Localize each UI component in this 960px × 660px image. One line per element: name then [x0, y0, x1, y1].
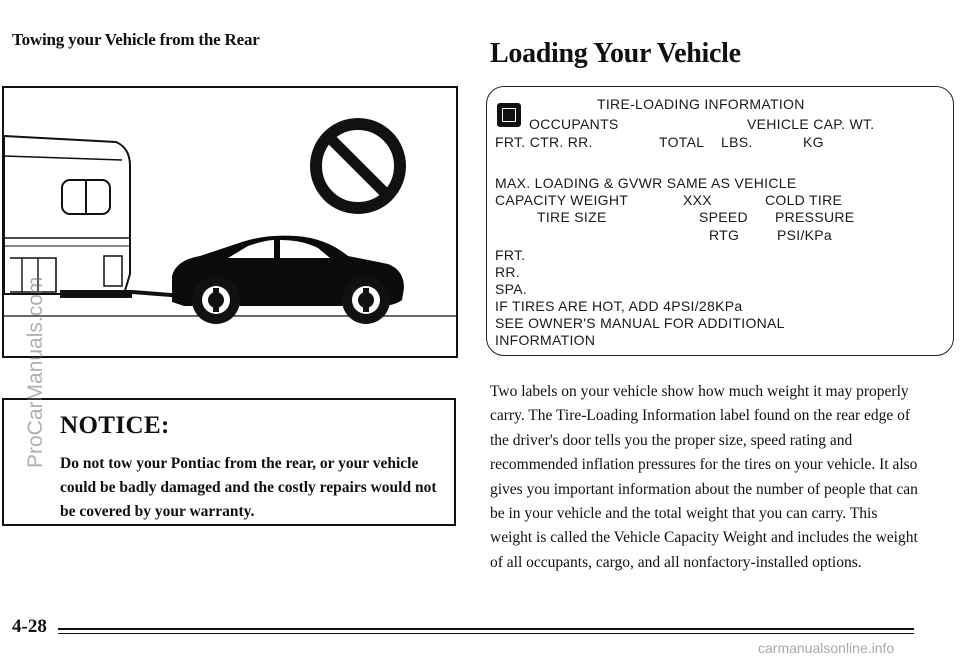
gm-logo-icon — [497, 103, 521, 127]
total-label: TOTAL — [659, 134, 705, 150]
kg-label: KG — [803, 134, 824, 150]
seat-positions-label: FRT. CTR. RR. — [495, 134, 593, 150]
max-loading-text: MAX. LOADING & GVWR SAME AS VEHICLE — [495, 175, 797, 191]
side-watermark: ProCarManuals.com — [24, 276, 47, 468]
loading-paragraph: Two labels on your vehicle show how much weight it may properly carry. The Tire-Loading Information label found on the rear edge of the driver's door tells you the proper size, speed rating and recommended inflation pressures for the tires on your vehicle. It also gives you important information about the number of people that can be in your vehicle and the total weight that you can carry. This weight is called the Vehicle Capacity Weight and includes the weight of all occupants, cargo, and all nonfactory-installed options. — [490, 383, 918, 571]
vehicle-cap-label: VEHICLE CAP. WT. — [747, 116, 875, 132]
tire-size-text: TIRE SIZE — [537, 209, 607, 225]
occupants-label: OCCUPANTS — [529, 116, 619, 132]
motorhome-bumper — [60, 290, 132, 298]
pressure-text: PRESSURE — [775, 209, 855, 225]
prohibition-icon — [316, 124, 400, 208]
tire-loading-label — [486, 86, 954, 356]
frt-text: FRT. — [495, 247, 526, 263]
information-note: INFORMATION — [495, 332, 596, 348]
capacity-weight-text: CAPACITY WEIGHT — [495, 192, 629, 208]
towing-heading: Towing your Vehicle from the Rear — [12, 30, 260, 49]
rtg-text: RTG — [709, 227, 740, 243]
speed-text: SPEED — [699, 209, 748, 225]
loading-heading: Loading Your Vehicle — [490, 38, 741, 69]
notice-body: Do not tow your Pontiac from the rear, or your vehicle could be badly damaged and the costly repairs would not be covered by your warranty. — [60, 455, 437, 520]
notice-title: NOTICE: — [60, 412, 170, 439]
tire-label-title: TIRE-LOADING INFORMATION — [597, 96, 805, 112]
cold-tire-text: COLD TIRE — [765, 192, 843, 208]
xxx-text: XXX — [683, 192, 712, 208]
see-manual-note: SEE OWNER'S MANUAL FOR ADDITIONAL — [495, 315, 785, 331]
lbs-label: LBS. — [721, 134, 753, 150]
hot-tires-note: IF TIRES ARE HOT, ADD 4PSI/28KPa — [495, 298, 743, 314]
footer-rule — [58, 628, 914, 630]
towing-illustration — [2, 86, 458, 358]
notice-box — [2, 398, 456, 526]
rr-text: RR. — [495, 264, 521, 280]
towing-car-illustration — [4, 88, 456, 356]
psi-kpa-text: PSI/KPa — [777, 227, 833, 243]
spa-text: SPA. — [495, 281, 528, 297]
footer-rule-thin — [58, 633, 914, 634]
page-number: 4-28 — [12, 616, 47, 637]
bottom-watermark: carmanualsonline.info — [758, 640, 895, 656]
